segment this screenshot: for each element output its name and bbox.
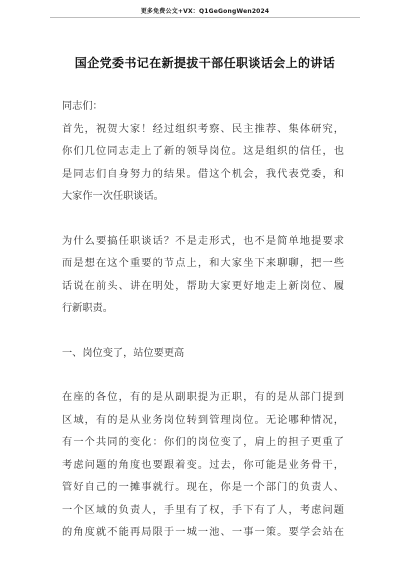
paragraph-1 bbox=[62, 119, 344, 209]
paragraph-line: 行新职责。 bbox=[62, 303, 113, 314]
header-note: 更多免费公文+VX：Q1GeGongWen2024 bbox=[140, 8, 270, 15]
paragraph-spacer bbox=[62, 365, 344, 387]
paragraph-line: 你们几位同志走上了新的领导岗位。这是组织的信任，也 bbox=[62, 146, 344, 157]
paragraph-line: 而是想在这个重要的节点上，和大家坐下来聊聊，把一些 bbox=[62, 258, 344, 269]
paragraph-line: 为什么要搞任职谈话？不是走形式，也不是简单地提要求 bbox=[62, 235, 344, 247]
paragraph-line: 是同志们自身努力的结果。借这个机会，我代表党委，和 bbox=[62, 168, 344, 180]
paragraph-line: 首先，祝贺大家！经过组织考察、民主推荐、集体研究， bbox=[62, 123, 344, 135]
header-divider bbox=[50, 17, 360, 18]
paragraph-2 bbox=[62, 231, 344, 321]
document-body bbox=[62, 96, 344, 545]
paragraph-line: 区域，有的是从业务岗位转到管理岗位。无论哪种情况， bbox=[62, 414, 344, 426]
salutation: 同志们： bbox=[62, 101, 103, 112]
section-heading: 一、岗位变了，站位要更高 bbox=[62, 347, 185, 359]
paragraph-line: 在座的各位，有的是从副职提为正职，有的是从部门提到 bbox=[62, 392, 344, 403]
paragraph-line: 管好自己的一摊事就行。现在，你是一个部门的负责人、 bbox=[62, 482, 344, 493]
paragraph-line: 的角度就不能再局限于一城一池、一事一策。要学会站在 bbox=[62, 527, 344, 538]
paragraph-line: 考虑问题的角度也要跟着变。过去，你可能是业务骨干， bbox=[62, 459, 344, 471]
paragraph-line: 话说在前头、讲在明处，帮助大家更好地走上新岗位、履 bbox=[62, 280, 344, 292]
paragraph-line: 一个区域的负责人，手里有了权，手下有了人，考虑问题 bbox=[62, 504, 344, 516]
document-title: 国企党委书记在新提拔干部任职谈话会上的讲话 bbox=[74, 56, 336, 70]
paragraph-spacer bbox=[62, 321, 344, 343]
paragraph-line: 大家作一次任职谈话。 bbox=[62, 191, 164, 202]
paragraph-spacer bbox=[62, 209, 344, 231]
paragraph-3 bbox=[62, 387, 344, 545]
paragraph-line: 有一个共同的变化：你们的岗位变了，肩上的担子更重了 bbox=[62, 437, 344, 448]
